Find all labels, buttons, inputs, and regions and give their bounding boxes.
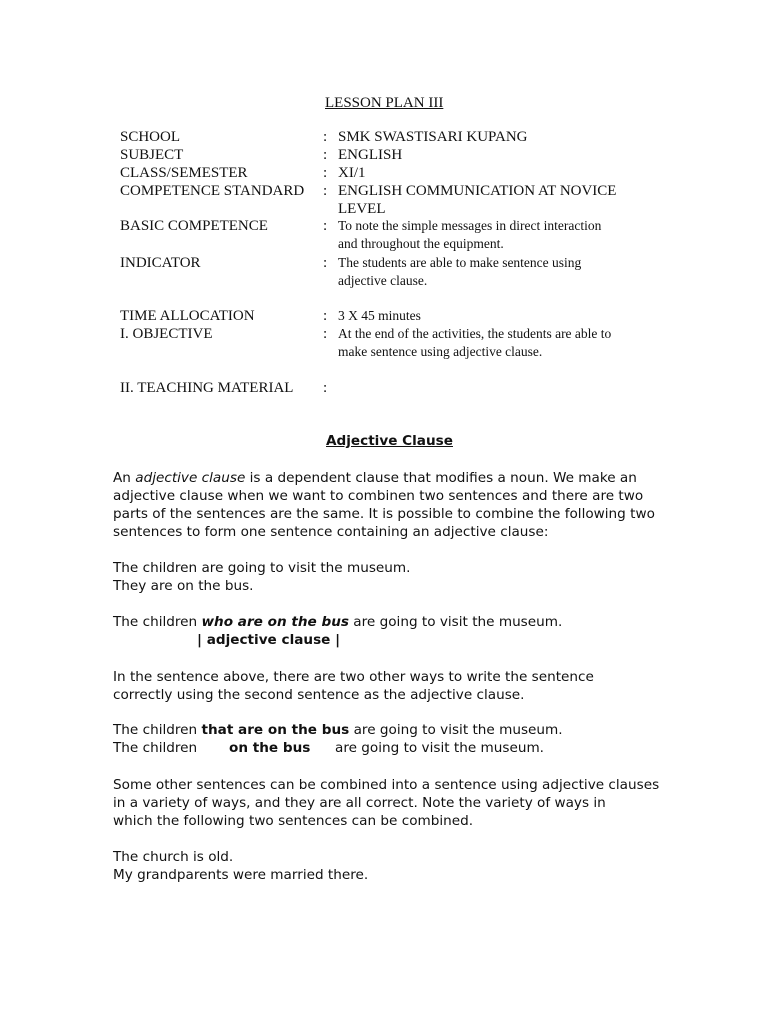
term-adjective-clause: adjective clause <box>135 470 246 486</box>
other-ways-paragraph <box>113 668 673 704</box>
info-value-line: make sentence using adjective clause. <box>338 344 543 359</box>
info-value-line: ENGLISH <box>338 147 403 163</box>
variant-line-that <box>113 721 673 739</box>
info-value-line: LEVEL <box>338 201 386 217</box>
example-sentences-1 <box>113 559 673 595</box>
lesson-title: LESSON PLAN III <box>325 95 444 111</box>
intro-line: sentences to form one sentence containing an adjective clause: <box>113 524 549 540</box>
info-colon: : <box>323 147 328 163</box>
intro-text: An <box>113 470 136 486</box>
paragraph-line: In the sentence above, there are two other ways to write the sentence <box>113 669 594 685</box>
sentence-text: The children <box>113 614 202 630</box>
info-colon: : <box>323 255 328 271</box>
example-sentences-2 <box>113 848 673 884</box>
example-sentence: The church is old. <box>113 849 234 865</box>
info-label: TIME ALLOCATION <box>120 308 255 324</box>
info-value-line: XI/1 <box>338 165 366 181</box>
info-colon: : <box>323 326 328 342</box>
info-value <box>338 307 648 325</box>
info-colon: : <box>323 165 328 181</box>
sentence-text: The children <box>113 722 202 738</box>
info-label: SUBJECT <box>120 147 184 163</box>
info-value <box>338 128 648 146</box>
intro-line: adjective clause when we want to combinen two sentences and there are two <box>113 488 644 504</box>
combined-sentence <box>113 613 673 649</box>
info-value-line: The students are able to make sentence using <box>338 255 582 270</box>
clause-highlight: on the bus <box>229 740 311 756</box>
info-value-line: 3 X 45 minutes <box>338 308 421 323</box>
info-value-line: ENGLISH COMMUNICATION AT NOVICE <box>338 183 617 199</box>
example-sentence: My grandparents were married there. <box>113 867 369 883</box>
info-colon: : <box>323 218 328 234</box>
info-value-line: adjective clause. <box>338 273 428 288</box>
variant-sentences <box>113 721 673 757</box>
sentence-text: are going to visit the museum. <box>348 614 563 630</box>
info-value <box>338 254 648 290</box>
info-label: COMPETENCE STANDARD <box>120 183 305 199</box>
variant-line-reduced <box>113 739 673 757</box>
intro-line: parts of the sentences are the same. It is possible to combine the following two <box>113 506 655 522</box>
info-label: SCHOOL <box>120 129 181 145</box>
info-colon: : <box>323 183 328 199</box>
sentence-text: are going to visit the museum. <box>335 740 545 756</box>
paragraph-line: which the following two sentences can be combined. <box>113 813 474 829</box>
info-value-line: At the end of the activities, the students are able to <box>338 326 612 341</box>
sentence-text: are going to visit the museum. <box>349 722 563 738</box>
info-value-line: To note the simple messages in direct interaction <box>338 218 602 233</box>
info-value-line: SMK SWASTISARI KUPANG <box>338 129 528 145</box>
info-value <box>338 164 648 182</box>
combined-line <box>113 613 673 631</box>
adjective-clause-highlight: who are on the bus <box>201 614 349 630</box>
clause-highlight: that are on the bus <box>201 722 350 738</box>
info-value <box>338 146 648 164</box>
info-label: I. OBJECTIVE <box>120 326 213 342</box>
info-label: BASIC COMPETENCE <box>120 218 268 234</box>
info-colon: : <box>323 308 328 324</box>
info-colon: : <box>323 380 328 396</box>
paragraph-line: correctly using the second sentence as the adjective clause. <box>113 687 525 703</box>
info-colon: : <box>323 129 328 145</box>
sentence-text: The children <box>113 740 198 756</box>
info-value <box>338 325 648 361</box>
info-label: II. TEACHING MATERIAL <box>120 380 294 396</box>
info-label: INDICATOR <box>120 255 201 271</box>
info-value <box>338 182 648 218</box>
example-sentence: They are on the bus. <box>113 578 254 594</box>
intro-line <box>113 469 673 487</box>
info-label: CLASS/SEMESTER <box>120 165 248 181</box>
paragraph-line: Some other sentences can be combined into a sentence using adjective clauses <box>113 777 660 793</box>
example-sentence: The children are going to visit the museum. <box>113 560 411 576</box>
info-value <box>338 217 648 253</box>
combine-note-paragraph <box>113 776 673 830</box>
intro-paragraph <box>113 469 673 541</box>
info-value-line: and throughout the equipment. <box>338 236 504 251</box>
adjective-clause-marker: | adjective clause | <box>197 632 341 648</box>
section-heading: Adjective Clause <box>326 433 453 449</box>
intro-text: is a dependent clause that modifies a noun. We make an <box>245 470 637 486</box>
paragraph-line: in a variety of ways, and they are all correct. Note the variety of ways in <box>113 795 606 811</box>
